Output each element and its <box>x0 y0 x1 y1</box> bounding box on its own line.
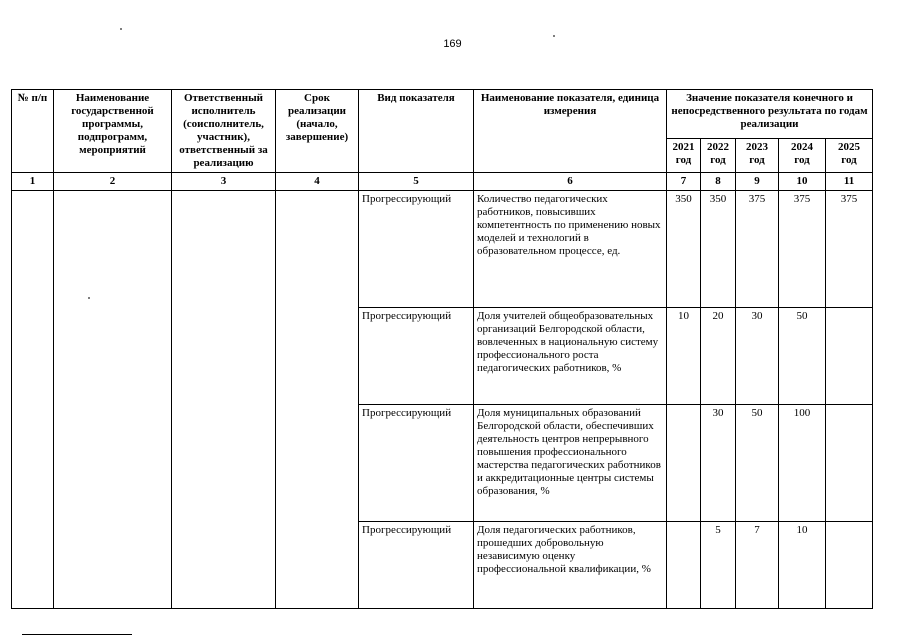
header-executor: Ответственный исполнитель (соисполнитель, участник), ответственный за реализацию <box>172 90 276 173</box>
cell-value-2025 <box>826 405 873 522</box>
header-year-2023: 2023 год <box>736 138 779 172</box>
cell-value-2022: 30 <box>701 405 736 522</box>
cell-value-2024: 50 <box>779 308 826 405</box>
column-number: 4 <box>276 173 359 191</box>
column-number: 7 <box>667 173 701 191</box>
scan-speck <box>553 35 555 37</box>
cell-value-2025 <box>826 522 873 609</box>
column-number: 6 <box>474 173 667 191</box>
cell-value-2023: 7 <box>736 522 779 609</box>
cell-indicator-name: Доля учителей общеобразовательных организаций Белгородской области, вовлеченных в национальную систему профессионального роста педагогических работников, % <box>474 308 667 405</box>
cell-value-2023: 30 <box>736 308 779 405</box>
column-number: 3 <box>172 173 276 191</box>
column-number: 11 <box>826 173 873 191</box>
header-year-2022: 2022 год <box>701 138 736 172</box>
scan-speck <box>88 297 90 299</box>
column-number: 1 <box>12 173 54 191</box>
column-number: 5 <box>359 173 474 191</box>
cell-value-2024: 375 <box>779 191 826 308</box>
cell-indicator-type: Прогрессирующий <box>359 191 474 308</box>
column-number: 2 <box>54 173 172 191</box>
cell-value-2022: 5 <box>701 522 736 609</box>
header-term: Срок реализации (начало, завершение) <box>276 90 359 173</box>
cell-value-2021 <box>667 405 701 522</box>
column-number: 9 <box>736 173 779 191</box>
header-year-2021: 2021 год <box>667 138 701 172</box>
column-number: 10 <box>779 173 826 191</box>
column-numbers-row <box>12 173 873 191</box>
cell-indicator-name: Доля педагогических работников, прошедших добровольную независимую оценку профессиональной квалификации, % <box>474 522 667 609</box>
cell-indicator-type: Прогрессирующий <box>359 308 474 405</box>
cell-value-2021: 10 <box>667 308 701 405</box>
table-row <box>12 191 873 308</box>
header-year-2025: 2025 год <box>826 138 873 172</box>
cell-indicator-name: Доля муниципальных образований Белгородской области, обеспечивших деятельность центров непрерывного повышения профессионального мастерства педагогических работников и аккредитационные центры системы образования, % <box>474 405 667 522</box>
header-program: Наименование государственной программы, подпрограмм, мероприятий <box>54 90 172 173</box>
header-values-group: Значение показателя конечного и непосредственного результата по годам реализации <box>667 90 873 139</box>
cell-term <box>276 191 359 609</box>
cell-executor <box>172 191 276 609</box>
cell-value-2021 <box>667 522 701 609</box>
indicators-table <box>11 89 873 609</box>
scan-speck <box>120 28 122 30</box>
column-number: 8 <box>701 173 736 191</box>
cell-indicator-type: Прогрессирующий <box>359 405 474 522</box>
cell-value-2025: 375 <box>826 191 873 308</box>
cell-value-2024: 10 <box>779 522 826 609</box>
cell-indicator-name: Количество педагогических работников, повысивших компетентность по применению новых моделей и технологий в образовательном процессе, ед. <box>474 191 667 308</box>
cell-indicator-type: Прогрессирующий <box>359 522 474 609</box>
cell-value-2022: 20 <box>701 308 736 405</box>
page-number: 169 <box>443 38 462 50</box>
header-indicator-name: Наименование показателя, единица измерения <box>474 90 667 173</box>
header-row-1 <box>12 90 873 139</box>
cell-value-2025 <box>826 308 873 405</box>
cell-value-2023: 50 <box>736 405 779 522</box>
cell-value-2022: 350 <box>701 191 736 308</box>
header-no: № п/п <box>12 90 54 173</box>
footer-line <box>22 634 132 635</box>
cell-no <box>12 191 54 609</box>
header-year-2024: 2024 год <box>779 138 826 172</box>
cell-program <box>54 191 172 609</box>
cell-value-2023: 375 <box>736 191 779 308</box>
header-indicator-type: Вид показателя <box>359 90 474 173</box>
cell-value-2024: 100 <box>779 405 826 522</box>
cell-value-2021: 350 <box>667 191 701 308</box>
